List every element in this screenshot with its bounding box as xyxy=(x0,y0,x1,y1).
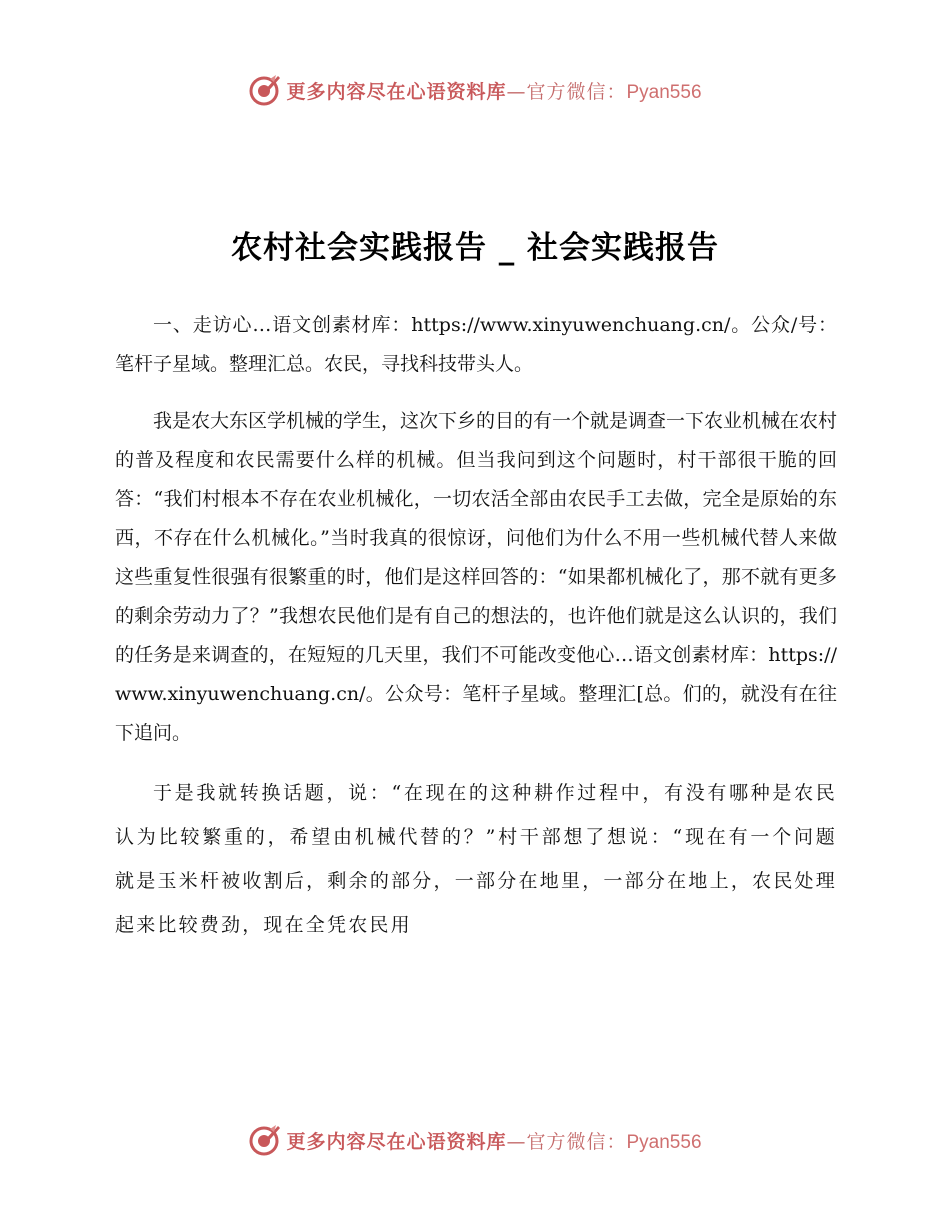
paragraph-2: 我是农大东区学机械的学生，这次下乡的目的有一个就是调查一下农业机械在农村的普及程度和农民需要什么样的机械。但当我问到这个问题时，村干部很干脆的回答：“我们村根本不存在农业机械化，一切农活全部由农民手工去做，完全是原始的东西，不存在什么机械化。”当时我真的很惊讶，问他们为什么不用一些机械代替人来做这些重复性很强有很繁重的时，他们是这样回答的：“如果都机械化了，那不就有更多的剩余劳动力了？”我想农民他们是有自己的想法的，也许他们就是这么认识的，我们的任务是来调查的，在短短的几天里，我们不可能改变他心…语文创素材库：https://www.xinyuwenchuang.cn/。公众号：笔杆子星域。整理汇[总。们的，就没有在往下追问。 xyxy=(115,410,838,744)
quill-logo-icon xyxy=(248,1123,282,1157)
footer-watermark xyxy=(0,1120,950,1160)
watermark-emphasis: 更多内容尽在心语资料库 xyxy=(286,1130,507,1153)
quill-logo-icon xyxy=(248,73,282,107)
paragraph-3: 于是我就转换话题，说：“在现在的这种耕作过程中，有没有哪种是农民认为比较繁重的，希望由机械代替的？”村干部想了想说：“现在有一个问题就是玉米杆被收割后，剩余的部分，一部分在地里，一部分在地上，农民处理起来比较费劲，现在全凭农民用 xyxy=(115,782,837,936)
paragraph-1: 一、走访心…语文创素材库：https://www.xinyuwenchuang.cn/。公众/号：笔杆子星域。整理汇总。农民，寻找科技带头人。 xyxy=(115,314,837,375)
watermark-wechat-id: Pyan556 xyxy=(626,81,702,103)
document-body xyxy=(115,306,837,965)
watermark-emphasis: 更多内容尽在心语资料库 xyxy=(286,80,507,103)
watermark-separator: —官方微信： xyxy=(506,80,627,103)
watermark-separator: —官方微信： xyxy=(506,1130,627,1153)
header-watermark xyxy=(0,70,950,110)
document-title: 农村社会实践报告 _ 社会实践报告 xyxy=(230,230,720,266)
watermark-wechat-id: Pyan556 xyxy=(626,1131,702,1153)
